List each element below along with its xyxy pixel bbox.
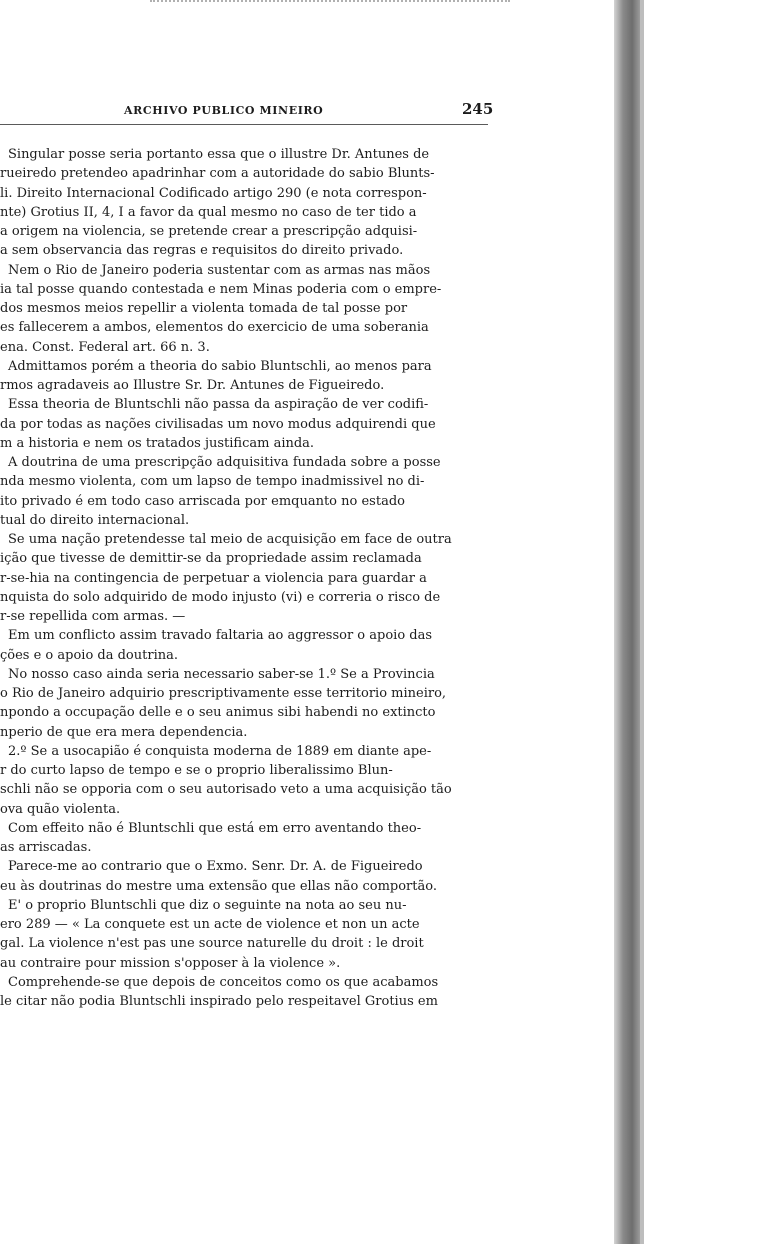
text-line: r-se repellida com armas. — xyxy=(0,609,186,624)
text-line: li. Direito Internacional Codificado artigo 290 (e nota correspon- xyxy=(0,185,427,201)
text-line: r-se-hia na contingencia de perpetuar a violencia para guardar a xyxy=(0,570,427,586)
text-line: Parece-me ao contrario que o Exmo. Senr. Dr. A. de Figueiredo xyxy=(8,859,423,875)
book-spine-shadow xyxy=(614,0,640,1244)
text-line: ena. Const. Federal art. 66 n. 3. xyxy=(0,339,210,355)
text-line: dos mesmos meios repellir a violenta tomada de tal posse por xyxy=(0,301,408,316)
top-edge-dots xyxy=(150,0,510,5)
text-line: as arriscadas. xyxy=(0,840,92,855)
text-line: m a historia e nem os tratados justificam ainda. xyxy=(0,435,315,451)
text-line: nte) Grotius II, 4, I a favor da qual mesmo no caso de ter tido a xyxy=(0,204,417,220)
text-line: No nosso caso ainda seria necessario saber-se 1.º Se a Provincia xyxy=(8,666,435,682)
text-line: ia tal posse quando contestada e nem Minas poderia com o empre- xyxy=(0,281,442,297)
text-line: nperio de que era mera dependencia. xyxy=(0,724,248,740)
text-line: Com effeito não é Bluntschli que está em erro aventando theo- xyxy=(8,820,422,836)
text-line: o Rio de Janeiro adquirio prescriptivamente esse territorio mineiro, xyxy=(0,686,447,701)
text-line: Comprehende-se que depois de conceitos como os que acabamos xyxy=(8,974,439,990)
text-line: schli não se opporia com o seu autorisado veto a uma acquisição tão xyxy=(0,782,452,798)
header-rule xyxy=(0,124,488,125)
text-line: es fallecerem a ambos, elementos do exercicio de uma soberania xyxy=(0,320,429,336)
text-line: Essa theoria de Bluntschli não passa da aspiração de ver codifi- xyxy=(8,397,429,413)
text-line: gal. La violence n'est pas une source naturelle du droit : le droit xyxy=(0,936,424,952)
text-line: eu às doutrinas do mestre uma extensão que ellas não comportão. xyxy=(0,878,437,894)
text-line: a origem na violencia, se pretende crear a prescripção adquisi- xyxy=(0,224,418,239)
text-line: nquista do solo adquirido de modo injusto (vi) e correria o risco de xyxy=(0,589,441,605)
text-line: tual do direito internacional. xyxy=(0,512,190,528)
text-line: da por todas as nações civilisadas um novo modus adquirendi que xyxy=(0,416,436,432)
text-line: au contraire pour mission s'opposer à la violence ». xyxy=(0,955,341,971)
text-line: ova quão violenta. xyxy=(0,801,121,817)
text-line: Se uma nação pretendesse tal meio de acquisição em face de outra xyxy=(8,532,452,547)
text-line: ição que tivesse de demittir-se da propriedade assim reclamada xyxy=(0,551,422,567)
text-line: rmos agradaveis ao Illustre Sr. Dr. Antunes de Figueiredo. xyxy=(0,378,385,393)
text-line: ito privado é em todo caso arriscada por emquanto no estado xyxy=(0,493,405,509)
text-line: nda mesmo violenta, com um lapso de tempo inadmissivel no di- xyxy=(0,474,425,490)
text-line: Admittamos porém a theoria do sabio Bluntschli, ao menos para xyxy=(8,358,432,374)
text-line: Singular posse seria portanto essa que o illustre Dr. Antunes de xyxy=(8,147,430,162)
book-spine-edge xyxy=(640,0,644,1244)
text-line: E' o proprio Bluntschli que diz o seguinte na nota ao seu nu- xyxy=(8,897,407,913)
text-line: le citar não podia Bluntschli inspirado pelo respeitavel Grotius em xyxy=(0,994,438,1009)
page-header xyxy=(0,100,500,122)
text-line: A doutrina de uma prescripção adquisitiva fundada sobre a posse xyxy=(8,455,441,470)
page-number: 245 xyxy=(462,100,494,118)
text-line: ero 289 — « La conquete est un acte de violence et non un acte xyxy=(0,917,420,932)
running-head: ARCHIVO PUBLICO MINEIRO xyxy=(124,104,324,117)
text-line: Nem o Rio de Janeiro poderia sustentar com as armas nas mãos xyxy=(8,262,431,278)
text-line: Em um conflicto assim travado faltaria ao aggressor o apoio das xyxy=(8,628,433,644)
text-line: a sem observancia das regras e requisitos do direito privado. xyxy=(0,243,404,259)
text-line: rueiredo pretendeo apadrinhar com a autoridade do sabio Blunts- xyxy=(0,166,435,182)
text-line: 2.º Se a usocapião é conquista moderna de 1889 em diante ape- xyxy=(8,743,432,759)
text-line: npondo a occupação delle e o seu animus sibi habendi no extincto xyxy=(0,705,436,721)
body-text xyxy=(0,145,500,1011)
text-line: ções e o apoio da doutrina. xyxy=(0,647,178,663)
text-line: r do curto lapso de tempo e se o proprio liberalissimo Blun- xyxy=(0,763,393,778)
